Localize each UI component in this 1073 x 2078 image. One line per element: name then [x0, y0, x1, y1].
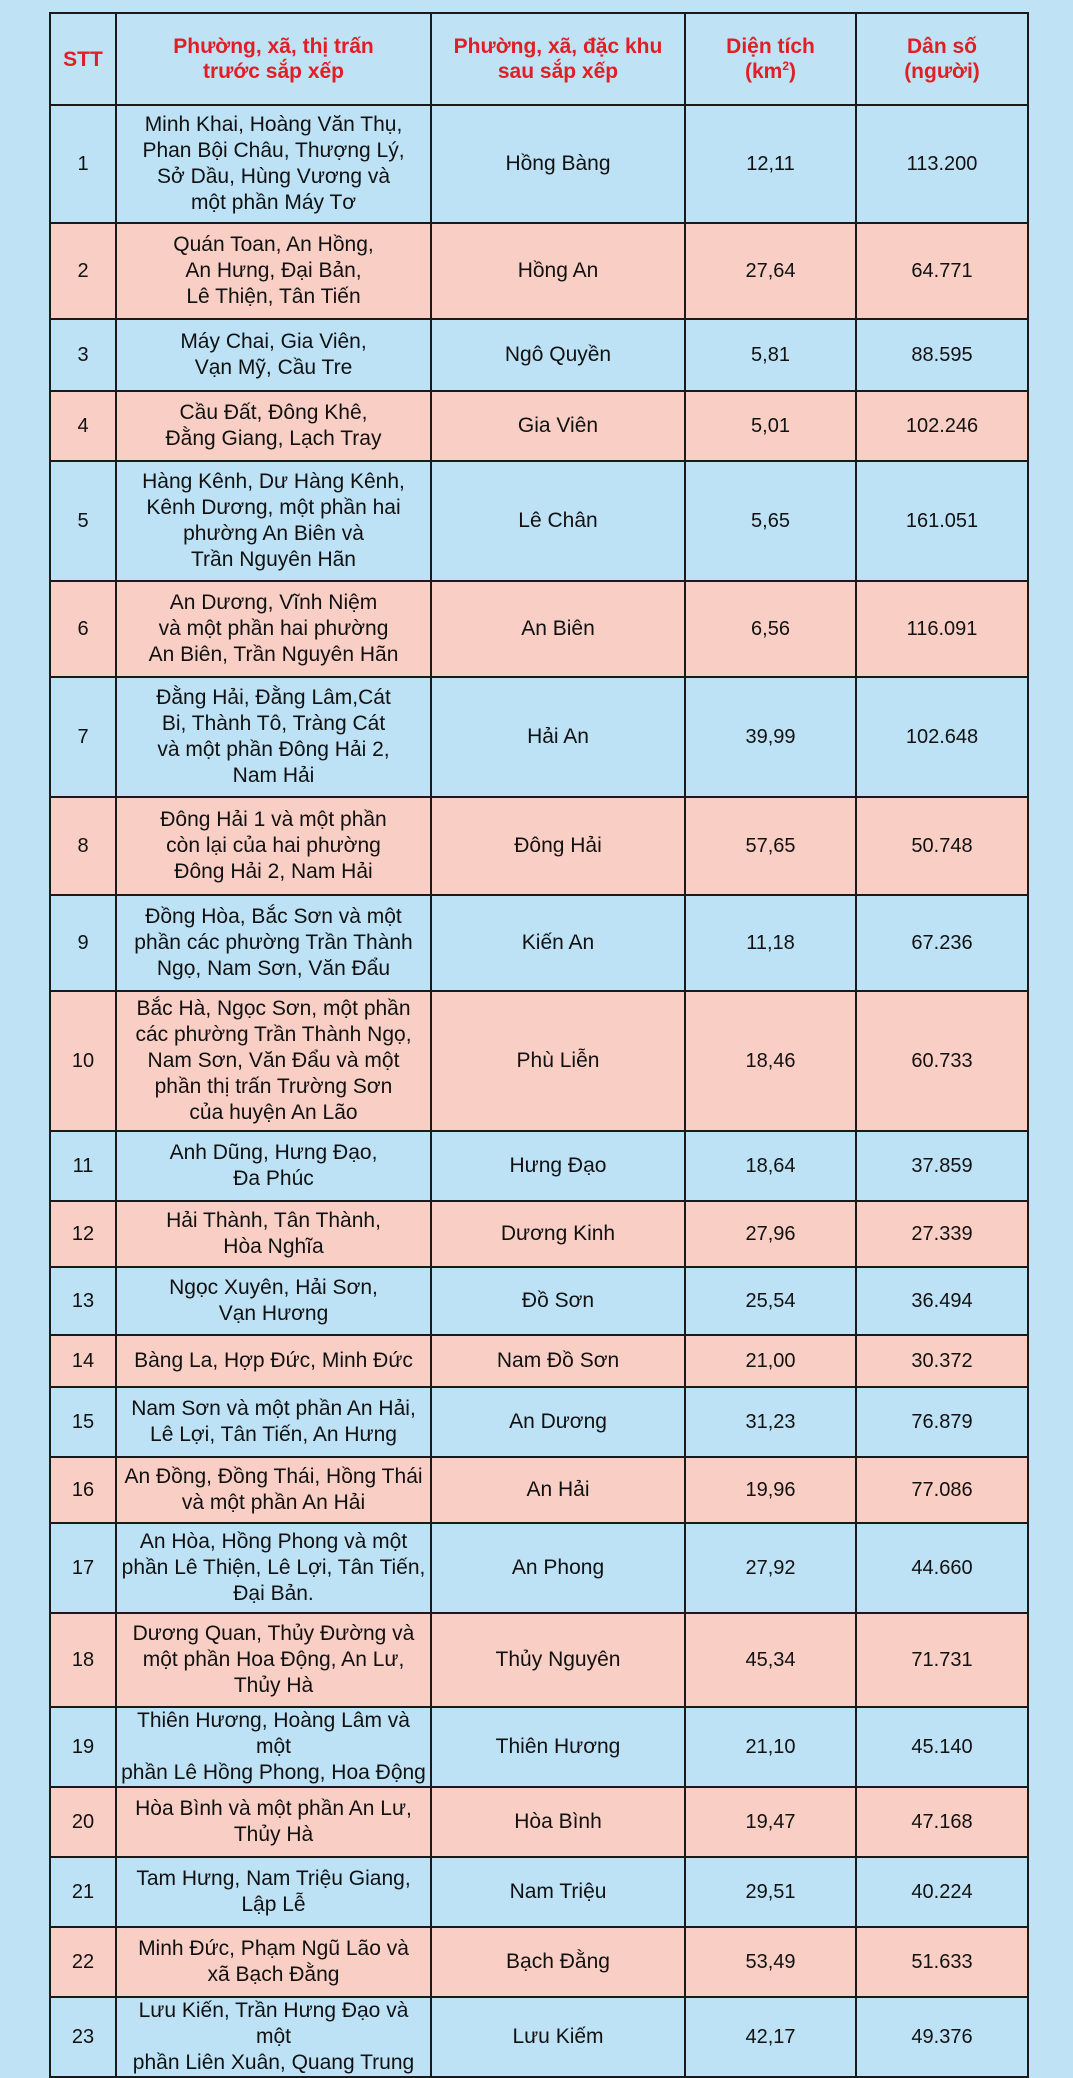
- row-after-name: Dương Kinh: [431, 1201, 685, 1267]
- table-body: [50, 105, 1028, 2077]
- table-row: [50, 1131, 1028, 1201]
- row-population: 49.376: [856, 1997, 1028, 2077]
- row-after-name: Ngô Quyền: [431, 319, 685, 391]
- row-before-names: Lưu Kiến, Trần Hưng Đạo và một phần Liên Xuân, Quang Trung: [116, 1997, 431, 2077]
- row-after-name: Hòa Bình: [431, 1787, 685, 1857]
- row-after-name: Bạch Đằng: [431, 1927, 685, 1997]
- row-stt: 14: [50, 1335, 116, 1387]
- row-after-name: Đồ Sơn: [431, 1267, 685, 1335]
- row-population: 102.246: [856, 391, 1028, 461]
- row-population: 27.339: [856, 1201, 1028, 1267]
- row-area: 45,34: [685, 1613, 856, 1707]
- row-stt: 20: [50, 1787, 116, 1857]
- row-stt: 1: [50, 105, 116, 223]
- row-before-names: Minh Đức, Phạm Ngũ Lão và xã Bạch Đằng: [116, 1927, 431, 1997]
- row-stt: 18: [50, 1613, 116, 1707]
- row-area: 21,00: [685, 1335, 856, 1387]
- row-after-name: Nam Đồ Sơn: [431, 1335, 685, 1387]
- row-area: 39,99: [685, 677, 856, 797]
- header-area: [685, 13, 856, 105]
- row-before-names: Quán Toan, An Hồng, An Hưng, Đại Bản, Lê Thiện, Tân Tiến: [116, 223, 431, 319]
- row-after-name: Kiến An: [431, 895, 685, 991]
- row-before-names: Hải Thành, Tân Thành, Hòa Nghĩa: [116, 1201, 431, 1267]
- row-after-name: Lưu Kiếm: [431, 1997, 685, 2077]
- row-population: 71.731: [856, 1613, 1028, 1707]
- row-area: 19,47: [685, 1787, 856, 1857]
- row-area: 5,65: [685, 461, 856, 581]
- header-before: Phường, xã, thị trấn trước sắp xếp: [116, 13, 431, 105]
- row-stt: 22: [50, 1927, 116, 1997]
- table-row: [50, 1997, 1028, 2077]
- table-row: [50, 1927, 1028, 1997]
- row-stt: 23: [50, 1997, 116, 2077]
- row-population: 60.733: [856, 991, 1028, 1131]
- row-after-name: Thiên Hương: [431, 1707, 685, 1787]
- row-stt: 3: [50, 319, 116, 391]
- row-area: 5,81: [685, 319, 856, 391]
- row-before-names: Bàng La, Hợp Đức, Minh Đức: [116, 1335, 431, 1387]
- row-stt: 16: [50, 1457, 116, 1523]
- row-after-name: Hải An: [431, 677, 685, 797]
- row-after-name: Hồng An: [431, 223, 685, 319]
- row-after-name: Nam Triệu: [431, 1857, 685, 1927]
- row-area: 27,64: [685, 223, 856, 319]
- row-after-name: An Phong: [431, 1523, 685, 1613]
- row-stt: 11: [50, 1131, 116, 1201]
- table-row: [50, 1201, 1028, 1267]
- row-stt: 10: [50, 991, 116, 1131]
- ward-merge-table-container: [49, 12, 1027, 2078]
- row-population: 45.140: [856, 1707, 1028, 1787]
- row-before-names: Tam Hưng, Nam Triệu Giang, Lập Lễ: [116, 1857, 431, 1927]
- row-population: 44.660: [856, 1523, 1028, 1613]
- table-row: [50, 461, 1028, 581]
- table-row: [50, 319, 1028, 391]
- row-after-name: Gia Viên: [431, 391, 685, 461]
- row-after-name: Đông Hải: [431, 797, 685, 895]
- row-population: 30.372: [856, 1335, 1028, 1387]
- row-before-names: Dương Quan, Thủy Đường và một phần Hoa Động, An Lư, Thủy Hà: [116, 1613, 431, 1707]
- table-row: [50, 1335, 1028, 1387]
- table-row: [50, 797, 1028, 895]
- row-before-names: Bắc Hà, Ngọc Sơn, một phần các phường Trần Thành Ngọ, Nam Sơn, Văn Đẩu và một phần thị trấn Trường Sơn của huyện An Lão: [116, 991, 431, 1131]
- row-after-name: An Dương: [431, 1387, 685, 1457]
- table-row: [50, 1787, 1028, 1857]
- row-population: 77.086: [856, 1457, 1028, 1523]
- row-area: 42,17: [685, 1997, 856, 2077]
- table-row: [50, 105, 1028, 223]
- row-before-names: Hàng Kênh, Dư Hàng Kênh, Kênh Dương, một phần hai phường An Biên và Trần Nguyên Hãn: [116, 461, 431, 581]
- row-area: 25,54: [685, 1267, 856, 1335]
- row-population: 67.236: [856, 895, 1028, 991]
- row-population: 113.200: [856, 105, 1028, 223]
- row-stt: 17: [50, 1523, 116, 1613]
- row-stt: 15: [50, 1387, 116, 1457]
- header-after: Phường, xã, đặc khu sau sắp xếp: [431, 13, 685, 105]
- row-population: 64.771: [856, 223, 1028, 319]
- row-before-names: Đông Hải 1 và một phần còn lại của hai phường Đông Hải 2, Nam Hải: [116, 797, 431, 895]
- row-before-names: Đằng Hải, Đằng Lâm,Cát Bi, Thành Tô, Tràng Cát và một phần Đông Hải 2, Nam Hải: [116, 677, 431, 797]
- row-area: 57,65: [685, 797, 856, 895]
- row-stt: 13: [50, 1267, 116, 1335]
- row-area: 5,01: [685, 391, 856, 461]
- row-before-names: Ngọc Xuyên, Hải Sơn, Vạn Hương: [116, 1267, 431, 1335]
- table-row: [50, 1523, 1028, 1613]
- row-before-names: An Hòa, Hồng Phong và một phần Lê Thiện, Lê Lợi, Tân Tiến, Đại Bản.: [116, 1523, 431, 1613]
- row-area: 19,96: [685, 1457, 856, 1523]
- row-area: 31,23: [685, 1387, 856, 1457]
- row-population: 102.648: [856, 677, 1028, 797]
- row-population: 50.748: [856, 797, 1028, 895]
- row-after-name: Thủy Nguyên: [431, 1613, 685, 1707]
- row-area: 18,64: [685, 1131, 856, 1201]
- row-area: 12,11: [685, 105, 856, 223]
- header-area-unit-sup: 2: [782, 59, 790, 73]
- row-stt: 21: [50, 1857, 116, 1927]
- row-area: 27,92: [685, 1523, 856, 1613]
- table-row: [50, 391, 1028, 461]
- table-row: [50, 223, 1028, 319]
- table-header-row: [50, 13, 1028, 105]
- row-population: 47.168: [856, 1787, 1028, 1857]
- table-row: [50, 1613, 1028, 1707]
- row-after-name: Phù Liễn: [431, 991, 685, 1131]
- row-area: 21,10: [685, 1707, 856, 1787]
- row-stt: 19: [50, 1707, 116, 1787]
- row-area: 27,96: [685, 1201, 856, 1267]
- row-population: 76.879: [856, 1387, 1028, 1457]
- row-stt: 7: [50, 677, 116, 797]
- row-before-names: Cầu Đất, Đông Khê, Đằng Giang, Lạch Tray: [116, 391, 431, 461]
- row-before-names: Minh Khai, Hoàng Văn Thụ, Phan Bội Châu, Thượng Lý, Sở Dầu, Hùng Vương và một phần Máy Tơ: [116, 105, 431, 223]
- row-population: 36.494: [856, 1267, 1028, 1335]
- row-stt: 12: [50, 1201, 116, 1267]
- row-population: 37.859: [856, 1131, 1028, 1201]
- row-stt: 8: [50, 797, 116, 895]
- table-row: [50, 1387, 1028, 1457]
- row-stt: 5: [50, 461, 116, 581]
- row-population: 88.595: [856, 319, 1028, 391]
- row-before-names: Thiên Hương, Hoàng Lâm và một phần Lê Hồng Phong, Hoa Động: [116, 1707, 431, 1787]
- row-population: 51.633: [856, 1927, 1028, 1997]
- header-area-label: Diện tích: [726, 35, 815, 58]
- row-population: 161.051: [856, 461, 1028, 581]
- row-before-names: Anh Dũng, Hưng Đạo, Đa Phúc: [116, 1131, 431, 1201]
- row-area: 29,51: [685, 1857, 856, 1927]
- row-area: 6,56: [685, 581, 856, 677]
- row-before-names: An Đồng, Đồng Thái, Hồng Thái và một phần An Hải: [116, 1457, 431, 1523]
- row-area: 11,18: [685, 895, 856, 991]
- row-after-name: Hưng Đạo: [431, 1131, 685, 1201]
- row-after-name: Lê Chân: [431, 461, 685, 581]
- row-stt: 6: [50, 581, 116, 677]
- header-stt: STT: [50, 13, 116, 105]
- row-area: 53,49: [685, 1927, 856, 1997]
- row-before-names: An Dương, Vĩnh Niệm và một phần hai phường An Biên, Trần Nguyên Hãn: [116, 581, 431, 677]
- row-before-names: Hòa Bình và một phần An Lư, Thủy Hà: [116, 1787, 431, 1857]
- row-after-name: Hồng Bàng: [431, 105, 685, 223]
- row-population: 116.091: [856, 581, 1028, 677]
- table-row: [50, 581, 1028, 677]
- table-row: [50, 1707, 1028, 1787]
- row-stt: 9: [50, 895, 116, 991]
- row-after-name: An Biên: [431, 581, 685, 677]
- row-area: 18,46: [685, 991, 856, 1131]
- table-row: [50, 895, 1028, 991]
- table-row: [50, 1857, 1028, 1927]
- row-before-names: Máy Chai, Gia Viên, Vạn Mỹ, Cầu Tre: [116, 319, 431, 391]
- header-area-unit-open: (km: [744, 60, 783, 83]
- table-row: [50, 1267, 1028, 1335]
- table-row: [50, 1457, 1028, 1523]
- table-row: [50, 991, 1028, 1131]
- row-population: 40.224: [856, 1857, 1028, 1927]
- row-before-names: Nam Sơn và một phần An Hải, Lê Lợi, Tân Tiến, An Hưng: [116, 1387, 431, 1457]
- ward-merge-table: [49, 12, 1029, 2078]
- table-row: [50, 677, 1028, 797]
- header-area-unit-close: ): [789, 60, 797, 83]
- row-stt: 4: [50, 391, 116, 461]
- row-after-name: An Hải: [431, 1457, 685, 1523]
- row-before-names: Đồng Hòa, Bắc Sơn và một phần các phường Trần Thành Ngọ, Nam Sơn, Văn Đẩu: [116, 895, 431, 991]
- header-population: Dân số (người): [856, 13, 1028, 105]
- row-stt: 2: [50, 223, 116, 319]
